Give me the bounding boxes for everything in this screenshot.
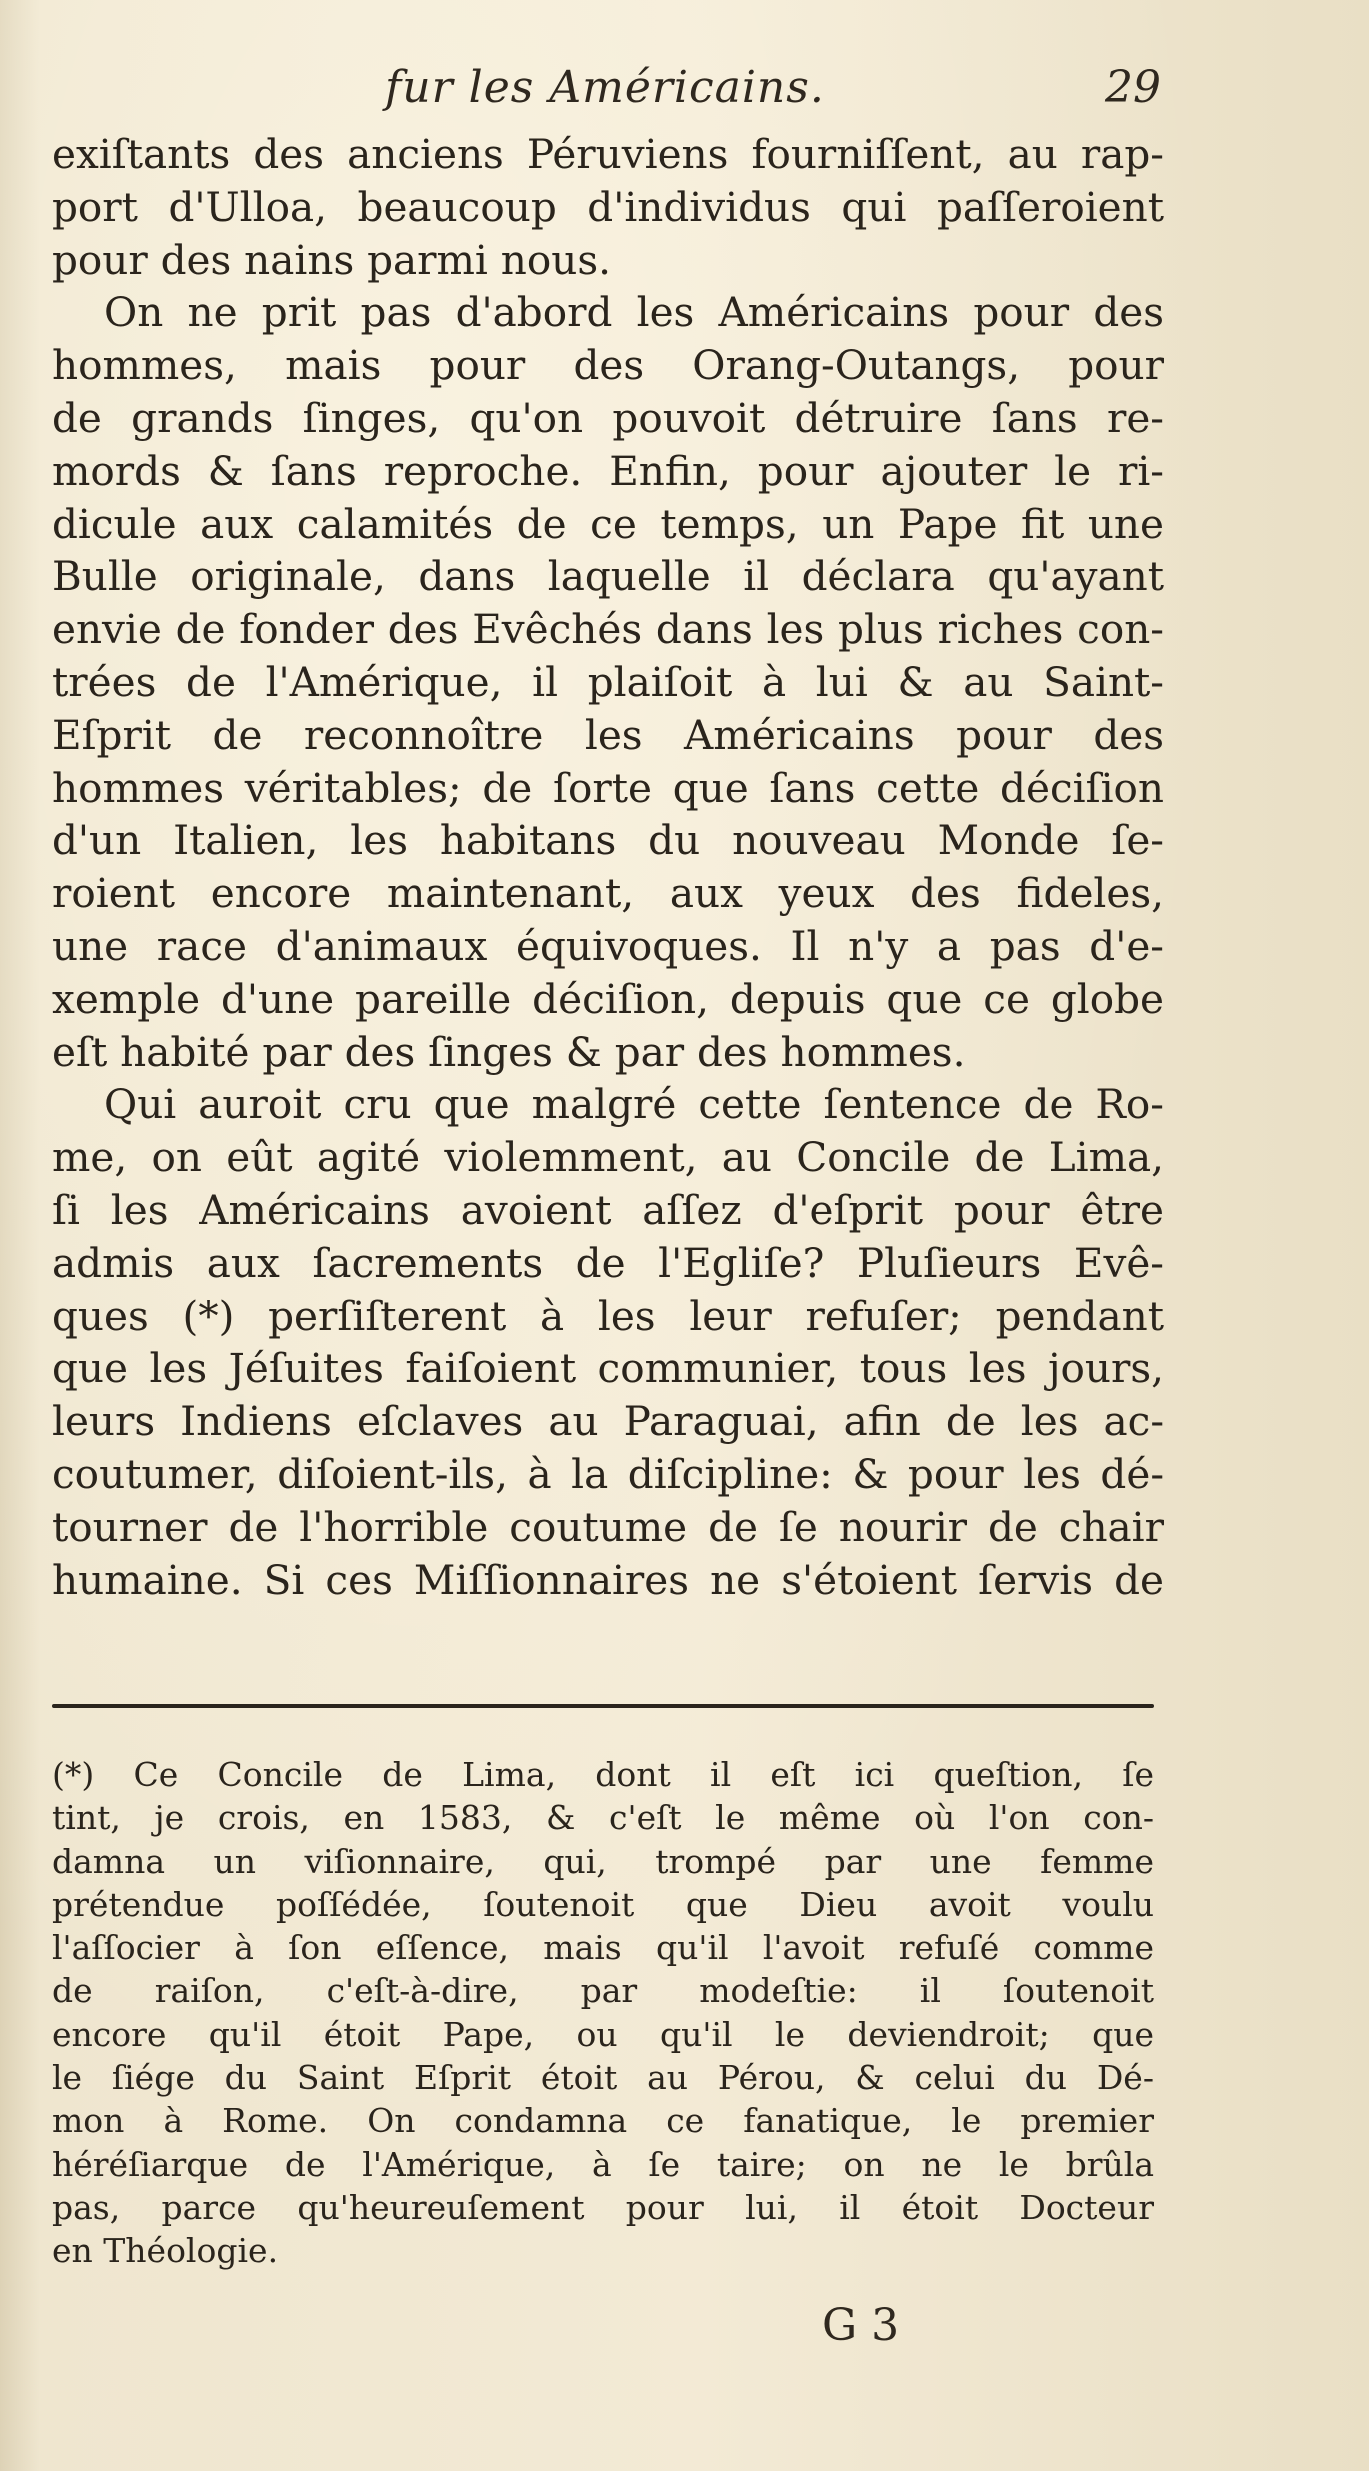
body-line: roient encore maintenant, aux yeux des fideles, bbox=[52, 869, 1164, 918]
body-line: eſt habité par des ſinges & par des hommes. bbox=[52, 1027, 966, 1076]
footnote-line: (*) Ce Concile de Lima, dont il eſt ici queſtion, ſe bbox=[52, 1755, 1154, 1794]
body-line: d'un Italien, les habitans du nouveau Monde ſe- bbox=[52, 816, 1164, 865]
body-line: me, on eût agité violemment, au Concile de Lima, bbox=[52, 1133, 1164, 1182]
body-line: hommes, mais pour des Orang-Outangs, pour bbox=[52, 341, 1164, 390]
body-line: dicule aux calamités de ce temps, un Pape fit une bbox=[52, 499, 1164, 548]
page-header bbox=[0, 62, 1369, 132]
body-line: leurs Indiens eſclaves au Paraguai, afin de les ac- bbox=[52, 1397, 1164, 1446]
footnote-line: damna un viſionnaire, qui, trompé par une femme bbox=[52, 1841, 1154, 1881]
body-line: trées de l'Amérique, il plaiſoit à lui & au Saint- bbox=[52, 657, 1164, 706]
body-line: envie de fonder des Evêchés dans les plus riches con- bbox=[52, 605, 1164, 654]
body-line: admis aux ſacrements de l'Egliſe? Pluſieurs Evê- bbox=[52, 1238, 1164, 1287]
body-line: tourner de l'horrible coutume de ſe nourir de chair bbox=[52, 1502, 1164, 1551]
body-line: que les Jéſuites faiſoient communier, tous les jours, bbox=[52, 1344, 1164, 1393]
body-line: Eſprit de reconnoître les Américains pour des bbox=[52, 710, 1164, 759]
footnote-line: tint, je crois, en 1583, & c'eſt le même où l'on con- bbox=[52, 1798, 1154, 1838]
footnote-line: en Théologie. bbox=[52, 2231, 279, 2271]
body-line: pour des nains parmi nous. bbox=[52, 235, 611, 284]
footnote-line: l'aſſocier à ſon eſſence, mais qu'il l'avoit refuſé comme bbox=[52, 1928, 1154, 1968]
body-line: port d'Ulloa, beaucoup d'individus qui paſſeroient bbox=[52, 182, 1164, 231]
body-line: ſi les Américains avoient aſſez d'eſprit pour être bbox=[52, 1185, 1164, 1234]
body-line: exiſtants des anciens Péruviens fourniſſent, au rap- bbox=[52, 130, 1164, 178]
page-number: 29 bbox=[1105, 62, 1161, 113]
footnote-line: de raiſon, c'eſt-à-dire, par modeſtie: il ſoutenoit bbox=[52, 1971, 1154, 2011]
footnote-divider bbox=[52, 1704, 1154, 1708]
body-line: Bulle originale, dans laquelle il déclara qu'ayant bbox=[52, 552, 1164, 601]
body-line: mords & ſans reproche. Enfin, pour ajouter le ri- bbox=[52, 446, 1164, 495]
body-line: xemple d'une pareille déciſion, depuis que ce globe bbox=[52, 974, 1164, 1023]
body-line: humaine. Si ces Miſſionnaires ne s'étoient ſervis de bbox=[52, 1555, 1164, 1604]
footnote-line: pas, parce qu'heureuſement pour lui, il étoit Docteur bbox=[52, 2187, 1154, 2227]
body-line: coutumer, diſoient-ils, à la diſcipline: & pour les dé- bbox=[52, 1449, 1164, 1498]
footnote-line: mon à Rome. On condamna ce fanatique, le premier bbox=[52, 2101, 1154, 2141]
body-line: Qui auroit cru que malgré cette ſentence de Ro- bbox=[104, 1080, 1164, 1129]
footnote-line: encore qu'il étoit Pape, ou qu'il le deviendroit; que bbox=[52, 2014, 1154, 2054]
footnote-line: prétendue poſſédée, ſoutenoit que Dieu avoit voulu bbox=[52, 1884, 1154, 1924]
body-text bbox=[52, 128, 1164, 1606]
body-line: hommes véritables; de ſorte que ſans cette déciſion bbox=[52, 763, 1164, 812]
footnote-line: le ſiége du Saint Eſprit étoit au Pérou, & celui du Dé- bbox=[52, 2058, 1154, 2098]
body-line: une race d'animaux équivoques. Il n'y a pas d'e- bbox=[52, 921, 1164, 970]
signature-mark: G 3 bbox=[822, 2300, 900, 2351]
footnote-line: héréſiarque de l'Amérique, à ſe taire; on ne le brûla bbox=[52, 2144, 1154, 2184]
body-line: ques (*) perſiſterent à les leur refuſer; pendant bbox=[52, 1291, 1164, 1340]
body-line: On ne prit pas d'abord les Américains pour des bbox=[104, 288, 1164, 337]
footnote bbox=[52, 1753, 1154, 2273]
body-line: de grands ſinges, qu'on pouvoit détruire ſans re- bbox=[52, 393, 1164, 442]
running-title: fur les Américains. bbox=[385, 62, 825, 113]
